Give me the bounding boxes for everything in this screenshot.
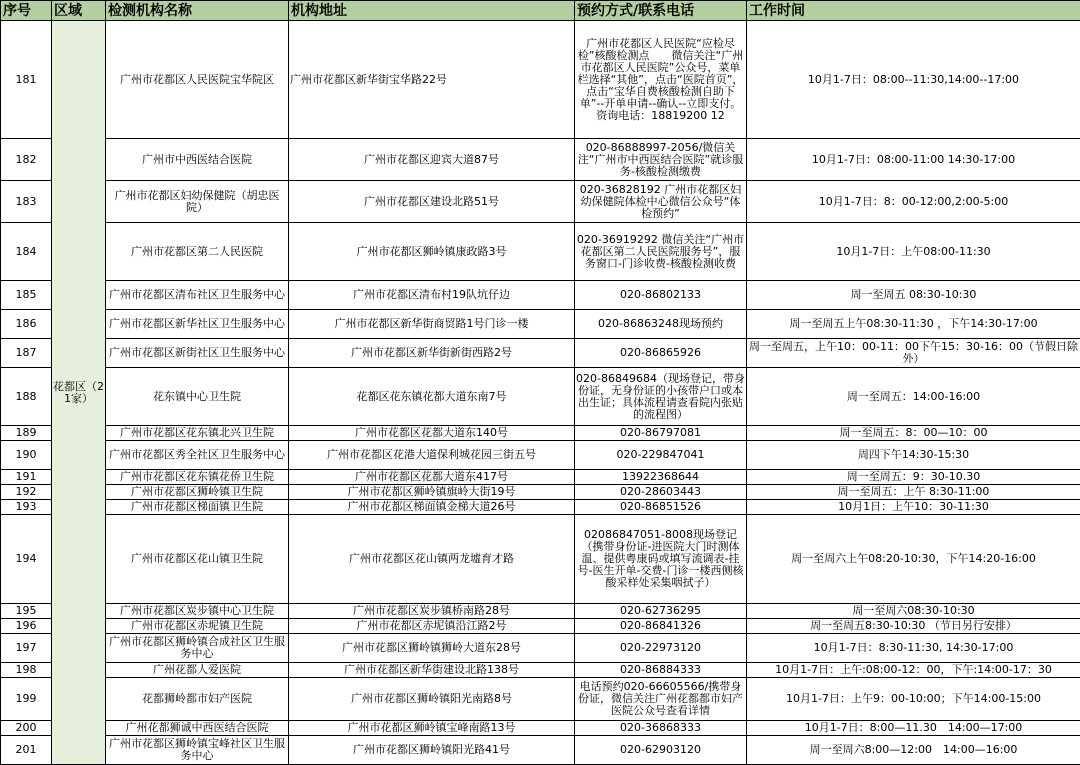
row-number: 199	[1, 678, 52, 721]
institution-address: 广州市花都区新华街建设北路138号	[289, 663, 575, 678]
contact-info: 广州市花都区人民医院“应检尽检”核酸检测点 微信关注“广州市花都区人民医院”公众号，菜单栏选择“其他”，点击“医院首页”，点击“宝华自费核酸检测自助下单”--开单申请--确认--立即支付。资询电话：18819200 12	[575, 21, 747, 139]
institution-name: 广州市花都区新华社区卫生服务中心	[106, 310, 289, 339]
table-row	[1, 310, 1080, 339]
institution-name: 广州市花都区梯面镇卫生院	[106, 500, 289, 515]
contact-info: 020-36828192 广州市花都区妇幼保健院体检中心微信公众号“体检预约”	[575, 181, 747, 223]
institution-address: 广州市花都区狮岭镇康政路3号	[289, 223, 575, 281]
row-number: 188	[1, 368, 52, 426]
header-contact: 预约方式/联系电话	[575, 1, 747, 21]
contact-info: 020-86851526	[575, 500, 747, 515]
working-hours: 周一至周六08:30-10:30	[747, 604, 1080, 619]
institution-address: 广州市花都区狮岭镇旗岭大街19号	[289, 485, 575, 500]
institution-name: 广州花都狮诚中西医结合医院	[106, 721, 289, 736]
contact-info: 020-86865926	[575, 339, 747, 368]
row-number: 194	[1, 515, 52, 604]
contact-info: 13922368644	[575, 470, 747, 485]
table-row	[1, 736, 1080, 765]
working-hours: 周一至周五：8：00—10：00	[747, 426, 1080, 441]
row-number: 191	[1, 470, 52, 485]
institution-name: 广州市花都区狮岭镇卫生院	[106, 485, 289, 500]
table-row	[1, 634, 1080, 663]
row-number: 195	[1, 604, 52, 619]
working-hours: 周一至周六8:00—12:00 14:00—16:00	[747, 736, 1080, 765]
institution-address: 广州市花都区花港大道保利城花园三街五号	[289, 441, 575, 470]
contact-info: 020-86884333	[575, 663, 747, 678]
table-row	[1, 426, 1080, 441]
contact-info: 020-86797081	[575, 426, 747, 441]
row-number: 193	[1, 500, 52, 515]
institution-address: 广州市花都区狮岭镇狮岭大道东28号	[289, 634, 575, 663]
working-hours: 10月1-7日：上午08:00-11:30	[747, 223, 1080, 281]
row-number: 196	[1, 619, 52, 634]
header-address: 机构地址	[289, 1, 575, 21]
contact-info: 02086847051-8008现场登记（携带身份证-进医院大门时测体温、提供粤康码或填写流调表-挂号-医生开单-交费-门诊一楼西侧核酸采样处采集咽拭子）	[575, 515, 747, 604]
row-number: 187	[1, 339, 52, 368]
working-hours: 10月1-7日：上午:08:00-12：00，下午:14:00-17：30	[747, 663, 1080, 678]
institution-name: 广州市花都区花东镇花侨卫生院	[106, 470, 289, 485]
table-row	[1, 470, 1080, 485]
institution-name: 广州市花都区狮岭镇宝峰社区卫生服务中心	[106, 736, 289, 765]
contact-info: 020-86863248现场预约	[575, 310, 747, 339]
institution-address: 广州市花都区新华街商贸路1号门诊一楼	[289, 310, 575, 339]
table-row	[1, 181, 1080, 223]
institution-address: 花都区花东镇花都大道东南7号	[289, 368, 575, 426]
working-hours: 周一至周五8:30-10:30 （节日另行安排）	[747, 619, 1080, 634]
working-hours: 10月1-7日：08:00--11:30,14:00--17:00	[747, 21, 1080, 139]
working-hours: 10月1-7日：8:00—11.30 14:00—17:00	[747, 721, 1080, 736]
row-number: 183	[1, 181, 52, 223]
row-number: 198	[1, 663, 52, 678]
table-row	[1, 368, 1080, 426]
institution-name: 广州市花都区炭步镇中心卫生院	[106, 604, 289, 619]
institution-address: 广州市花都区狮岭镇阳光路41号	[289, 736, 575, 765]
header-row	[1, 1, 1080, 21]
row-number: 186	[1, 310, 52, 339]
contact-info: 020-22973120	[575, 634, 747, 663]
contact-info: 020-62903120	[575, 736, 747, 765]
institution-name: 花东镇中心卫生院	[106, 368, 289, 426]
institution-address: 广州市花都区炭步镇桥南路28号	[289, 604, 575, 619]
working-hours: 周一至周五：14:00-16:00	[747, 368, 1080, 426]
header-name: 检测机构名称	[106, 1, 289, 21]
working-hours: 周一至周六上午08:20-10:30，下午14:20-16:00	[747, 515, 1080, 604]
institution-name: 广州市花都区狮岭镇合成社区卫生服务中心	[106, 634, 289, 663]
row-number: 197	[1, 634, 52, 663]
working-hours: 10月1-7日：8:30-11:30, 14:30-17:00	[747, 634, 1080, 663]
institution-name: 广州市中西医结合医院	[106, 139, 289, 181]
institution-address: 广州市花都区迎宾大道87号	[289, 139, 575, 181]
working-hours: 10月1-7日：08:00-11:00 14:30-17:00	[747, 139, 1080, 181]
working-hours: 10月1-7日：8：00-12:00,2:00-5:00	[747, 181, 1080, 223]
row-number: 201	[1, 736, 52, 765]
contact-info: 电话预约020-66605566/携带身份证，微信关注广州花都都市妇产医院公众号查看详情	[575, 678, 747, 721]
row-number: 181	[1, 21, 52, 139]
institution-address: 广州市花都区狮岭镇宝峰南路13号	[289, 721, 575, 736]
institution-address: 广州市花都区狮岭镇阳光南路8号	[289, 678, 575, 721]
working-hours: 10月1日：上午10：30-11:30	[747, 500, 1080, 515]
table-row	[1, 339, 1080, 368]
contact-info: 020-86849684（现场登记，带身份证，无身份证的小孩带户口或本出生证；具体流程请查看院内张贴的流程图）	[575, 368, 747, 426]
contact-info: 020-36868333	[575, 721, 747, 736]
institution-address: 广州市花都区花都大道东417号	[289, 470, 575, 485]
table-row	[1, 721, 1080, 736]
working-hours: 10月1-7日：上午9：00-10:00；下午14:00-15:00	[747, 678, 1080, 721]
contact-info: 020-36919292 微信关注“广州市花都区第二人民医院服务号”，服务窗口-门诊收费-核酸检测收费	[575, 223, 747, 281]
institution-name: 广州市花都区新街社区卫生服务中心	[106, 339, 289, 368]
institution-name: 广州市花都区花山镇卫生院	[106, 515, 289, 604]
institution-name: 广州市花都区赤坭镇卫生院	[106, 619, 289, 634]
table-row	[1, 21, 1080, 139]
institution-name: 广州花都人爱医院	[106, 663, 289, 678]
institution-name: 广州市花都区人民医院宝华院区	[106, 21, 289, 139]
working-hours: 周一至周五，上午10：00-11：00下午15：30-16：00（节假日除外）	[747, 339, 1080, 368]
institution-address: 广州市花都区新华街新街西路2号	[289, 339, 575, 368]
table-row	[1, 663, 1080, 678]
header-district: 区域	[52, 1, 106, 21]
institution-name: 广州市花都区花东镇北兴卫生院	[106, 426, 289, 441]
institution-address: 广州市花都区赤坭镇沿江路2号	[289, 619, 575, 634]
institution-address: 广州市花都区新华街宝华路22号	[289, 21, 575, 139]
contact-info: 020-86802133	[575, 281, 747, 310]
header-hours: 工作时间	[747, 1, 1080, 21]
contact-info: 020-86841326	[575, 619, 747, 634]
table-row	[1, 500, 1080, 515]
institution-address: 广州市花都区清布村19队坑仔边	[289, 281, 575, 310]
contact-info: 020-62736295	[575, 604, 747, 619]
table-row	[1, 485, 1080, 500]
row-number: 190	[1, 441, 52, 470]
institution-address: 广州市花都区建设北路51号	[289, 181, 575, 223]
table-row	[1, 281, 1080, 310]
table-row	[1, 604, 1080, 619]
institution-name: 广州市花都区妇幼保健院（胡忠医院）	[106, 181, 289, 223]
row-number: 200	[1, 721, 52, 736]
working-hours: 周一至周五：9：30-10.30	[747, 470, 1080, 485]
working-hours: 周一至周五上午08:30-11:30 ，下午14:30-17:00	[747, 310, 1080, 339]
institution-address: 广州市花都区梯面镇金梯大道26号	[289, 500, 575, 515]
table-row	[1, 139, 1080, 181]
table-row	[1, 441, 1080, 470]
table-row	[1, 619, 1080, 634]
header-no: 序号	[1, 1, 52, 21]
row-number: 184	[1, 223, 52, 281]
institution-address: 广州市花都区花都大道东140号	[289, 426, 575, 441]
row-number: 185	[1, 281, 52, 310]
institution-name: 广州市花都区秀全社区卫生服务中心	[106, 441, 289, 470]
working-hours: 周一至周五 08:30-10:30	[747, 281, 1080, 310]
institution-name: 花都狮岭都市妇产医院	[106, 678, 289, 721]
row-number: 182	[1, 139, 52, 181]
table-row	[1, 223, 1080, 281]
table-row	[1, 678, 1080, 721]
institution-name: 广州市花都区清布社区卫生服务中心	[106, 281, 289, 310]
contact-info: 020-86888997-2056/微信关注“广州市中西医结合医院”就诊服务-核酸检测缴费	[575, 139, 747, 181]
table-row	[1, 515, 1080, 604]
row-number: 192	[1, 485, 52, 500]
row-number: 189	[1, 426, 52, 441]
working-hours: 周四下午14:30-15:30	[747, 441, 1080, 470]
working-hours: 周一至周五：上午 8:30-11:00	[747, 485, 1080, 500]
contact-info: 020-229847041	[575, 441, 747, 470]
district-cell: 花都区（21家）	[52, 21, 106, 765]
contact-info: 020-28603443	[575, 485, 747, 500]
institution-name: 广州市花都区第二人民医院	[106, 223, 289, 281]
institution-address: 广州市花都区花山镇两龙墟育才路	[289, 515, 575, 604]
